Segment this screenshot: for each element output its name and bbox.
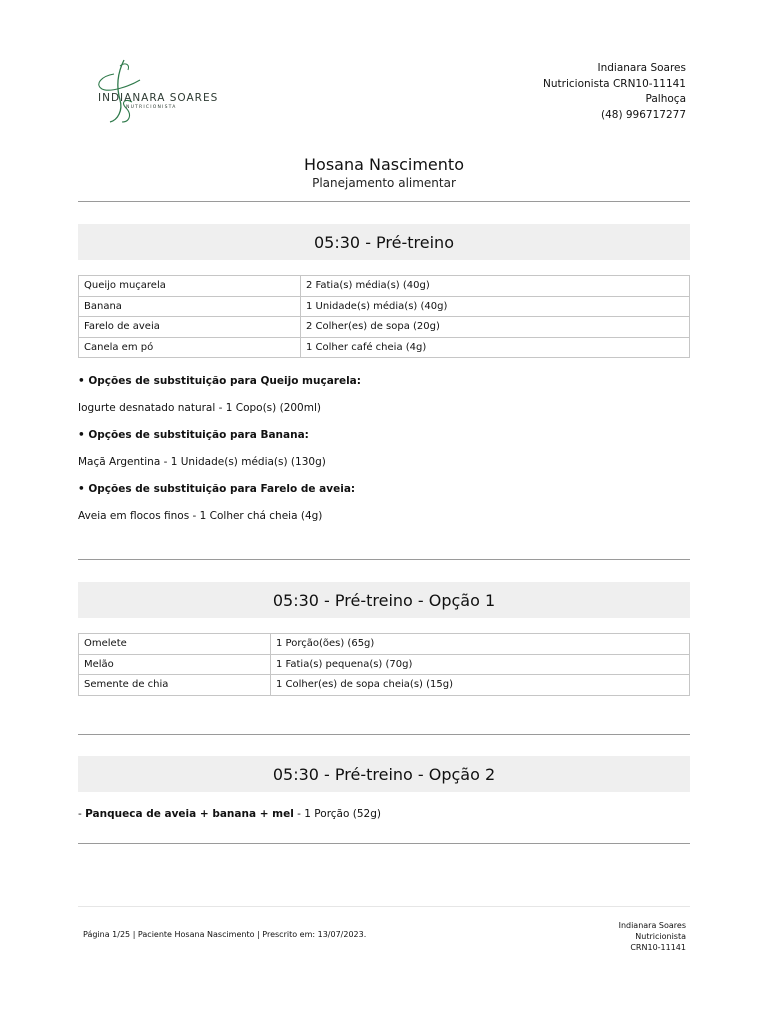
nutritionist-city: Palhoça: [645, 93, 686, 105]
footer-name: Indianara Soares: [618, 921, 686, 930]
table-row: [79, 276, 690, 297]
divider: [78, 559, 690, 560]
footer-crn: CRN10-11141: [630, 943, 686, 952]
food-name: Melão: [79, 654, 271, 675]
table-row: [79, 337, 690, 358]
footer-signature: [619, 920, 686, 953]
plan-title: Planejamento alimentar: [312, 176, 456, 190]
food-quantity: 2 Fatia(s) média(s) (40g): [301, 276, 690, 297]
nutritionist-contact: [543, 61, 686, 123]
food-quantity: 1 Colher(es) de sopa cheia(s) (15g): [271, 675, 690, 696]
nutritionist-title: Nutricionista CRN10-11141: [543, 77, 686, 90]
table-row: [79, 654, 690, 675]
patient-header: [78, 155, 690, 191]
food-name: Farelo de aveia: [79, 317, 301, 338]
table-row: [79, 675, 690, 696]
table-row: [79, 634, 690, 655]
food-name: Semente de chia: [79, 675, 271, 696]
food-name: Canela em pó: [79, 337, 301, 358]
nutritionist-name: Indianara Soares: [597, 62, 686, 74]
substitution-title: • Opções de substituição para Queijo muçarela:: [78, 375, 361, 387]
food-name: Omelete: [79, 634, 271, 655]
table-row: [79, 296, 690, 317]
food-name: Banana: [79, 296, 301, 317]
footer-title: Nutricionista: [635, 932, 686, 941]
food-quantity: 2 Colher(es) de sopa (20g): [301, 317, 690, 338]
patient-name: Hosana Nascimento: [304, 155, 464, 174]
meal-title: 05:30 - Pré-treino: [78, 224, 690, 260]
divider: [78, 843, 690, 844]
footer-divider: [78, 906, 690, 907]
food-table: [78, 275, 690, 358]
food-name: Queijo muçarela: [79, 276, 301, 297]
item-quantity: - 1 Porção (52g): [293, 808, 381, 820]
food-quantity: 1 Colher café cheia (4g): [301, 337, 690, 358]
food-table: [78, 633, 690, 696]
logo-subtitle: NUTRICIONISTA: [126, 105, 177, 110]
substitution-title: • Opções de substituição para Farelo de aveia:: [78, 483, 356, 495]
meal-title: 05:30 - Pré-treino - Opção 2: [78, 756, 690, 792]
food-quantity: 1 Fatia(s) pequena(s) (70g): [271, 654, 690, 675]
substitution-item: Maçã Argentina - 1 Unidade(s) média(s) (130g): [78, 456, 326, 468]
nutritionist-logo: [80, 56, 219, 128]
meal-item: [78, 808, 381, 820]
logo-name: INDIANARA SOARES: [98, 92, 219, 104]
item-prefix: -: [78, 808, 86, 820]
item-name: Panqueca de aveia + banana + mel: [85, 808, 294, 820]
food-quantity: 1 Porção(ões) (65g): [271, 634, 690, 655]
divider: [78, 201, 690, 202]
footer-info: Página 1/25 | Paciente Hosana Nascimento | Prescrito em: 13/07/2023.: [83, 930, 367, 939]
table-row: [79, 317, 690, 338]
food-quantity: 1 Unidade(s) média(s) (40g): [301, 296, 690, 317]
divider: [78, 734, 690, 735]
substitution-item: Aveia em flocos finos - 1 Colher chá cheia (4g): [78, 510, 323, 522]
meal-title: 05:30 - Pré-treino - Opção 1: [78, 582, 690, 618]
substitution-title: • Opções de substituição para Banana:: [78, 429, 309, 441]
nutritionist-phone: (48) 996717277: [600, 108, 686, 121]
substitution-item: Iogurte desnatado natural - 1 Copo(s) (200ml): [78, 402, 321, 414]
